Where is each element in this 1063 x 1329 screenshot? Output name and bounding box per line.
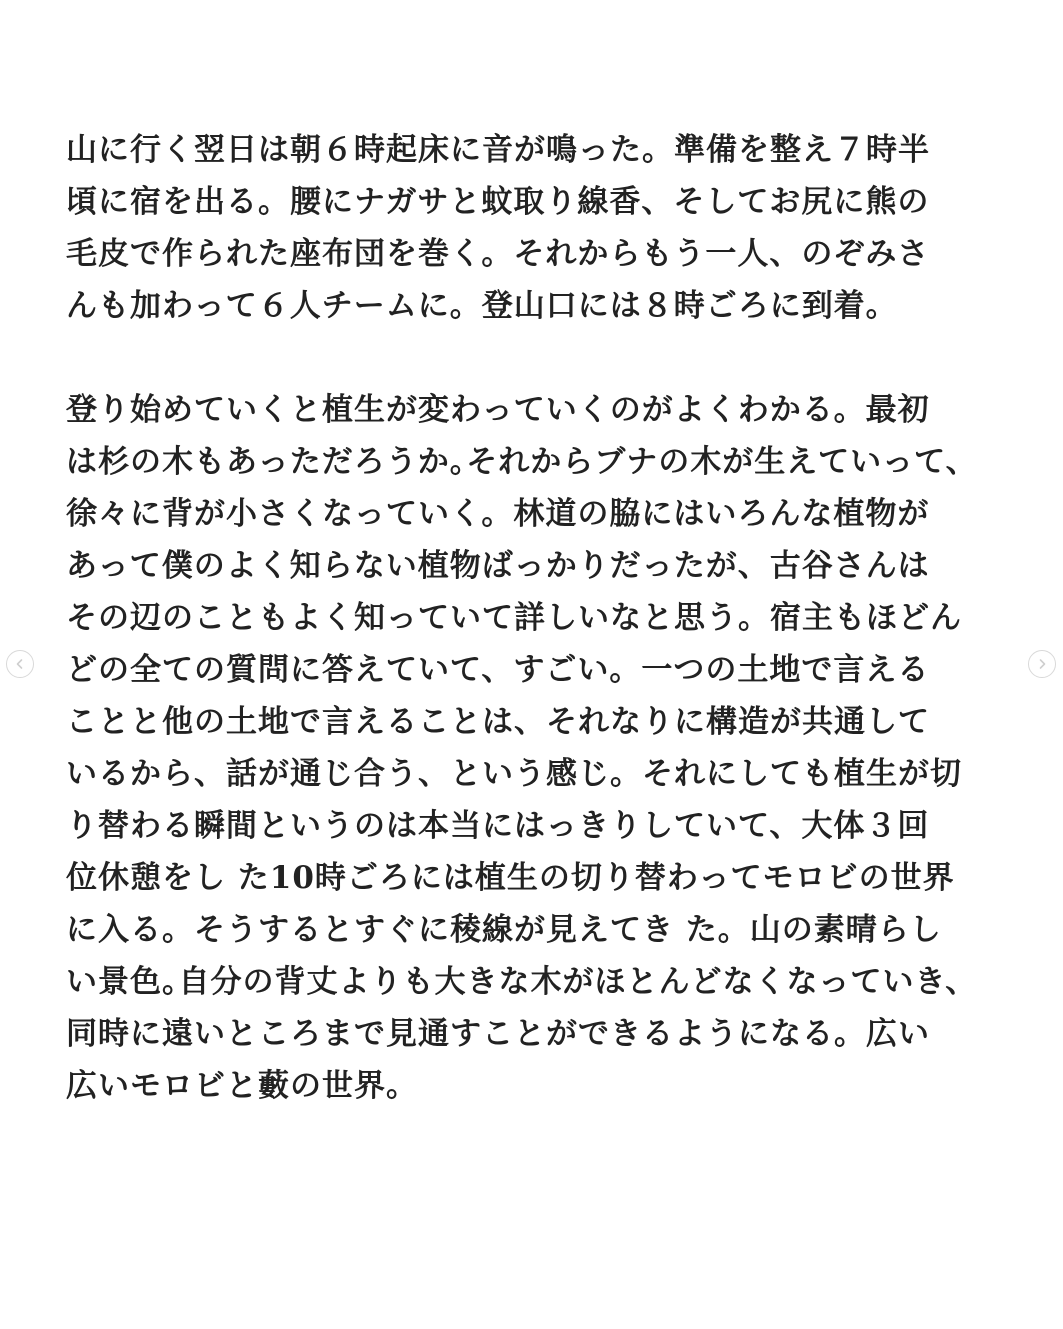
chevron-left-icon [14, 658, 26, 670]
previous-slide-button[interactable] [6, 650, 34, 678]
paragraph-1: 山に行く翌日は朝６時起床に音が鳴った。準備を整え７時半 頃に宿を出る。腰にナガサと蚊取り線香、そしてお尻に熊の 毛皮で作られた座布団を巻く。それからもう一人、のぞみさ んも加わって６人チームに。登山口には８時ごろに到着。 [66, 132, 930, 324]
paragraph-2: 登り始めていくと植生が変わっていくのがよくわかる。最初 は杉の木もあっただろうか｡それからブナの木が生えていって、 徐々に背が小さくなっていく。林道の脇にはいろんな植物が あって僕のよく知らない植物ばっかりだったが、古谷さんは その辺のこともよく知っていて詳しいなと思う。宿主もほどん どの全ての質問に答えていて、すごい。一つの土地で言える ことと他の土地で言えることは、それなりに構造が共通して いるから、話が通じ合う、という感じ。それにしても植生が切 り替わる瞬間というのは本当にはっきりしていて、大体３回 位休憩をし た10時ごろには植生の切り替わってモロビの世界 に入る。そうするとすぐに稜線が見えてき た。山の素晴らし い景色｡自分の背丈よりも大きな木がほとんどなくなっていき、 同時に遠いところまで見通すことができるようになる。広い 広いモロビと藪の世界。 [66, 392, 978, 1104]
chevron-right-icon [1036, 658, 1048, 670]
next-slide-button[interactable] [1028, 650, 1056, 678]
